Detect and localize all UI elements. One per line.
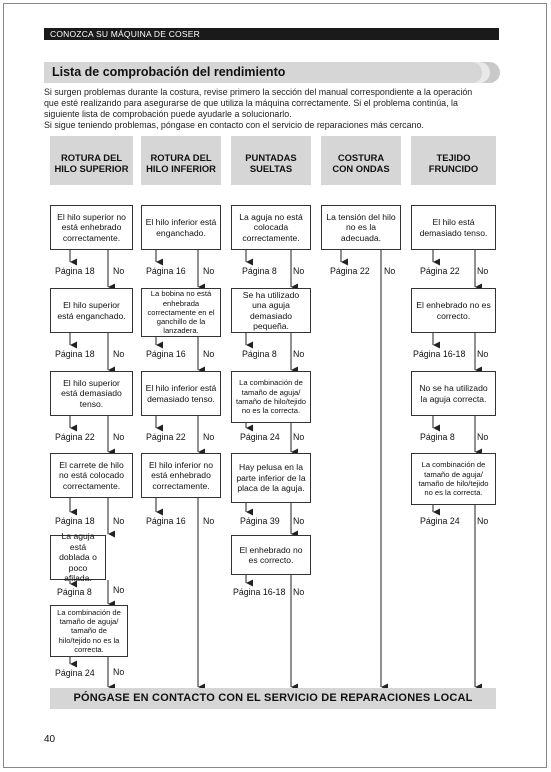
page-reference: Página 8 (242, 266, 277, 276)
check-box: El hilo superior está demasiado tenso. (50, 371, 133, 416)
page-reference: Página 16-18 (413, 349, 466, 359)
page-reference: Página 22 (330, 266, 370, 276)
page-number: 40 (44, 734, 56, 745)
page-reference: Página 16 (146, 349, 186, 359)
column-header-line: HILO INFERIOR (146, 162, 216, 174)
column-header-line: PUNTADAS (245, 151, 297, 163)
no-label: No (113, 432, 125, 442)
column-header-line: CON ONDAS (332, 162, 390, 174)
no-label: No (293, 349, 305, 359)
no-label: No (113, 266, 125, 276)
check-box: La combinación de tamaño de aguja/ tamaño de hilo/tejido no es la correcta. (50, 605, 128, 657)
page-reference: Página 16 (146, 516, 186, 526)
check-box: La aguja está doblada o poco afilada. (50, 535, 106, 580)
check-box: El carrete de hilo no está colocado correctamente. (50, 453, 133, 498)
check-box: El hilo superior no está enhebrado correctamente. (50, 205, 133, 250)
column-header-line: TEJIDO (436, 151, 471, 163)
no-label: No (113, 516, 125, 526)
check-box: El hilo superior está enganchado. (50, 288, 133, 333)
column-header-line: SUELTAS (249, 162, 293, 174)
page-reference: Página 22 (420, 266, 460, 276)
check-box: La tensión del hilo no es la adecuada. (321, 205, 401, 250)
no-label: No (293, 587, 305, 597)
check-box: Hay pelusa en la parte inferior de la placa de la aguja. (231, 453, 311, 503)
check-box: El hilo inferior está demasiado tenso. (141, 371, 221, 416)
intro-line: Si sigue teniendo problemas, póngase en contacto con el servicio de reparaciones más cercano. (44, 120, 424, 130)
check-box: El enhebrado no es correcto. (411, 288, 496, 333)
page-reference: Página 18 (55, 349, 95, 359)
page-reference: Página 8 (420, 432, 455, 442)
no-label: No (477, 349, 489, 359)
intro-line: que esté realizando para asegurarse de que utiliza la máquina correctamente. Si el problema continúa, la (44, 98, 458, 108)
check-box: La aguja no está colocada correctamente. (231, 205, 311, 250)
check-box: La bobina no está enhebrada correctamente en el ganchillo de la lanzadera. (141, 288, 221, 337)
no-label: No (113, 349, 125, 359)
no-label: No (113, 585, 125, 595)
check-box: El enhebrado no es correcto. (231, 535, 311, 575)
page-reference: Página 24 (55, 668, 95, 678)
no-label: No (384, 266, 396, 276)
column-header-line: ROTURA DEL (150, 151, 212, 163)
no-label: No (293, 516, 305, 526)
column-header-line: FRUNCIDO (428, 162, 479, 174)
no-label: No (203, 516, 215, 526)
page-reference: Página 39 (240, 516, 280, 526)
page-reference: Página 16-18 (233, 587, 286, 597)
check-box: No se ha utilizado la aguja correcta. (411, 371, 496, 416)
no-label: No (113, 667, 125, 677)
no-label: No (203, 349, 215, 359)
page-reference: Página 24 (420, 516, 460, 526)
page-reference: Página 18 (55, 516, 95, 526)
no-label: No (477, 432, 489, 442)
no-label: No (203, 432, 215, 442)
page-reference: Página 8 (242, 349, 277, 359)
intro-line: siguiente lista de comprobación puede ayudarle a solucionarlo. (44, 109, 292, 119)
check-box: El hilo inferior no está enhebrado correctamente. (141, 453, 221, 498)
page-reference: Página 22 (55, 432, 95, 442)
check-box: El hilo está demasiado tenso. (411, 205, 496, 250)
section-header: CONOZCA SU MÁQUINA DE COSER (44, 28, 499, 40)
page-reference: Página 16 (146, 266, 186, 276)
column-header-line: COSTURA (337, 151, 385, 163)
check-box: El hilo inferior está enganchado. (141, 205, 221, 250)
page-title: Lista de comprobación del rendimiento (44, 62, 482, 83)
page-reference: Página 24 (240, 432, 280, 442)
check-box: La combinación de tamaño de aguja/ tamaño de hilo/tejido no es la correcta. (231, 371, 311, 423)
no-label: No (293, 266, 305, 276)
intro-line: Si surgen problemas durante la costura, revise primero la sección del manual correspondiente a la operación (44, 87, 473, 97)
no-label: No (477, 516, 489, 526)
check-box: La combinación de tamaño de aguja/ tamaño de hilo/tejido no es la correcta. (411, 453, 496, 505)
page-reference: Página 22 (146, 432, 186, 442)
contact-service-banner: PÓNGASE EN CONTACTO CON EL SERVICIO DE REPARACIONES LOCAL (50, 688, 496, 709)
check-box: Se ha utilizado una aguja demasiado pequeña. (231, 288, 311, 333)
no-label: No (293, 432, 305, 442)
column-header-line: ROTURA DEL (60, 151, 123, 163)
page-reference: Página 18 (55, 266, 95, 276)
no-label: No (203, 266, 215, 276)
no-label: No (477, 266, 489, 276)
page-reference: Página 8 (57, 587, 92, 597)
column-header-line: HILO SUPERIOR (54, 162, 129, 174)
